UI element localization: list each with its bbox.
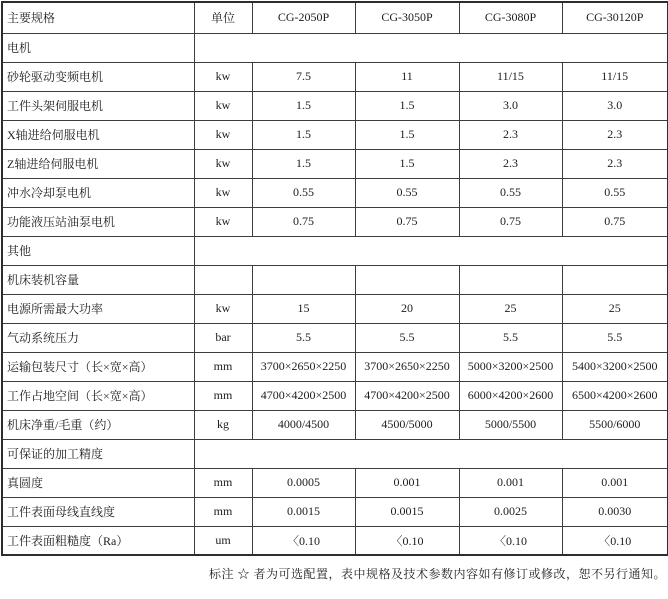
row-label: 功能液压站油泵电机: [2, 207, 194, 236]
value-cell: 〈0.10: [252, 526, 355, 555]
section-label: 其他: [2, 236, 194, 265]
value-cell: 5400×3200×2500: [562, 352, 668, 381]
table-row: [2, 323, 668, 352]
row-label: 真圆度: [2, 468, 194, 497]
value-cell: 3.0: [562, 91, 668, 120]
value-cell: 0.0015: [252, 497, 355, 526]
value-cell: [459, 265, 562, 294]
value-cell: 5.5: [562, 323, 668, 352]
value-cell: 〈0.10: [562, 526, 668, 555]
table-row: [2, 352, 668, 381]
value-cell: 0.75: [562, 207, 668, 236]
unit-cell: mm: [194, 352, 252, 381]
row-label: 冲水冷却泵电机: [2, 178, 194, 207]
value-cell: 0.55: [562, 178, 668, 207]
value-cell: 3700×2650×2250: [355, 352, 459, 381]
value-cell: 6500×4200×2600: [562, 381, 668, 410]
value-cell: 3.0: [459, 91, 562, 120]
value-cell: 6000×4200×2600: [459, 381, 562, 410]
value-cell: 0.001: [562, 468, 668, 497]
unit-cell: um: [194, 526, 252, 555]
value-cell: 25: [459, 294, 562, 323]
table-row: [2, 526, 668, 555]
unit-cell: bar: [194, 323, 252, 352]
value-cell: 0.0025: [459, 497, 562, 526]
row-label: 机床装机容量: [2, 265, 194, 294]
value-cell: 4700×4200×2500: [355, 381, 459, 410]
value-cell: 1.5: [355, 120, 459, 149]
value-cell: 0.001: [355, 468, 459, 497]
value-cell: 0.75: [252, 207, 355, 236]
row-label: 运输包装尺寸（长×宽×高）: [2, 352, 194, 381]
row-label: 工件表面粗糙度（Ra）: [2, 526, 194, 555]
row-label: 气动系统压力: [2, 323, 194, 352]
row-label: Z轴进给伺服电机: [2, 149, 194, 178]
unit-cell: kw: [194, 207, 252, 236]
unit-cell: kw: [194, 62, 252, 91]
section-row: [2, 236, 668, 265]
table-row: [2, 207, 668, 236]
value-cell: 2.3: [562, 149, 668, 178]
value-cell: 2.3: [459, 149, 562, 178]
value-cell: 4500/5000: [355, 410, 459, 439]
column-header-model-1: CG-2050P: [252, 2, 355, 33]
value-cell: 5.5: [355, 323, 459, 352]
value-cell: 4700×4200×2500: [252, 381, 355, 410]
value-cell: 5000×3200×2500: [459, 352, 562, 381]
value-cell: 0.001: [459, 468, 562, 497]
value-cell: 5.5: [459, 323, 562, 352]
column-header-model-3: CG-3080P: [459, 2, 562, 33]
value-cell: 0.75: [459, 207, 562, 236]
value-cell: 0.55: [355, 178, 459, 207]
table-row: [2, 468, 668, 497]
value-cell: 1.5: [355, 91, 459, 120]
table-row: [2, 497, 668, 526]
row-label: 工件头架伺服电机: [2, 91, 194, 120]
spec-table-body: [2, 33, 668, 555]
value-cell: 20: [355, 294, 459, 323]
section-row: [2, 33, 668, 62]
value-cell: 11/15: [459, 62, 562, 91]
section-label: 电机: [2, 33, 194, 62]
value-cell: 0.0030: [562, 497, 668, 526]
column-header-spec: 主要规格: [2, 2, 194, 33]
value-cell: 1.5: [252, 149, 355, 178]
table-row: [2, 62, 668, 91]
value-cell: 15: [252, 294, 355, 323]
value-cell: 4000/4500: [252, 410, 355, 439]
spec-table: [1, 1, 668, 556]
row-label: X轴进给伺服电机: [2, 120, 194, 149]
column-header-model-4: CG-30120P: [562, 2, 668, 33]
row-label: 砂轮驱动变频电机: [2, 62, 194, 91]
table-row: [2, 381, 668, 410]
unit-cell: mm: [194, 497, 252, 526]
value-cell: 0.55: [459, 178, 562, 207]
row-label: 机床净重/毛重（约）: [2, 410, 194, 439]
value-cell: 11/15: [562, 62, 668, 91]
unit-cell: kw: [194, 91, 252, 120]
value-cell: [252, 265, 355, 294]
table-row: [2, 178, 668, 207]
value-cell: 3700×2650×2250: [252, 352, 355, 381]
column-header-model-2: CG-3050P: [355, 2, 459, 33]
unit-cell: mm: [194, 468, 252, 497]
column-header-unit: 单位: [194, 2, 252, 33]
value-cell: [562, 265, 668, 294]
section-spacer-cell: [194, 33, 668, 62]
unit-cell: [194, 265, 252, 294]
value-cell: 〈0.10: [355, 526, 459, 555]
value-cell: 0.75: [355, 207, 459, 236]
value-cell: 2.3: [459, 120, 562, 149]
section-spacer-cell: [194, 236, 668, 265]
table-row: [2, 91, 668, 120]
value-cell: 5000/5500: [459, 410, 562, 439]
unit-cell: kw: [194, 178, 252, 207]
value-cell: 〈0.10: [459, 526, 562, 555]
section-spacer-cell: [194, 439, 668, 468]
value-cell: 25: [562, 294, 668, 323]
unit-cell: kw: [194, 149, 252, 178]
value-cell: 1.5: [252, 91, 355, 120]
value-cell: [355, 265, 459, 294]
table-row: [2, 265, 668, 294]
value-cell: 0.55: [252, 178, 355, 207]
value-cell: 2.3: [562, 120, 668, 149]
value-cell: 1.5: [355, 149, 459, 178]
row-label: 工件表面母线直线度: [2, 497, 194, 526]
value-cell: 1.5: [252, 120, 355, 149]
value-cell: 5.5: [252, 323, 355, 352]
unit-cell: mm: [194, 381, 252, 410]
spec-table-header: [2, 2, 668, 33]
value-cell: 0.0005: [252, 468, 355, 497]
section-row: [2, 439, 668, 468]
unit-cell: kw: [194, 294, 252, 323]
footnote: 标注 ☆ 者为可选配置，表中规格及技术参数内容如有修订或修改，恕不另行通知。: [208, 567, 666, 581]
value-cell: 7.5: [252, 62, 355, 91]
unit-cell: kw: [194, 120, 252, 149]
unit-cell: kg: [194, 410, 252, 439]
table-row: [2, 149, 668, 178]
row-label: 工作占地空间（长×宽×高）: [2, 381, 194, 410]
value-cell: 5500/6000: [562, 410, 668, 439]
header-row: [2, 2, 668, 33]
table-row: [2, 120, 668, 149]
value-cell: 0.0015: [355, 497, 459, 526]
table-row: [2, 294, 668, 323]
row-label: 电源所需最大功率: [2, 294, 194, 323]
section-label: 可保证的加工精度: [2, 439, 194, 468]
table-row: [2, 410, 668, 439]
value-cell: 11: [355, 62, 459, 91]
